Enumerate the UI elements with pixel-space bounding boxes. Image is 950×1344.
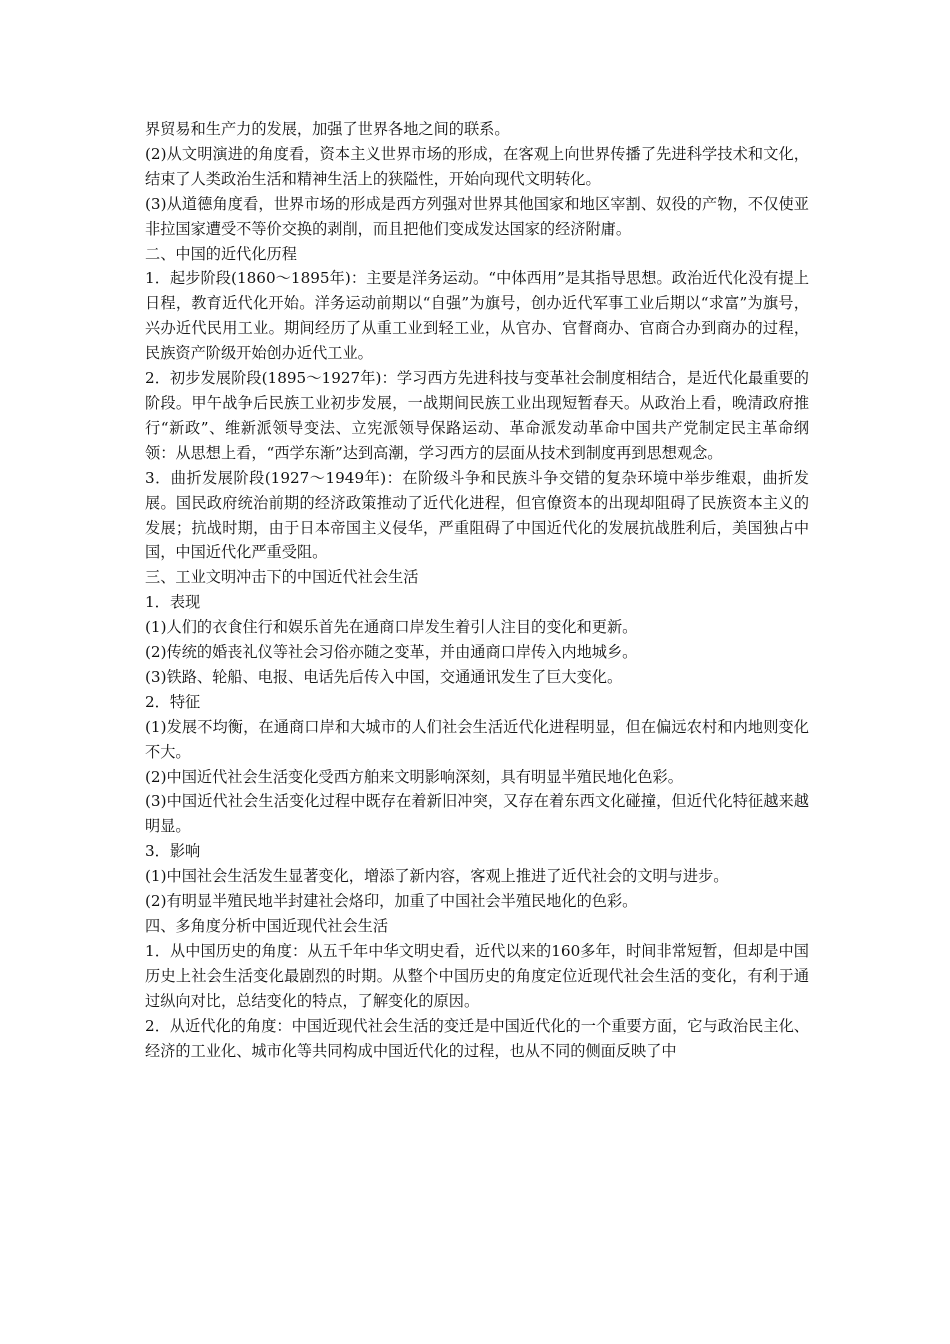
angle-1-paragraph: 1．从中国历史的角度：从五千年中华文明史看，近代以来的160多年，时间非常短暂，但却是中国历史上社会生活变化最剧烈的时期。从整个中国历史的角度定位近现代社会生活的变化，有利于通过纵向对比，总结变化的特点，了解变化的原因。 bbox=[145, 941, 809, 1010]
angle-2-paragraph: 2．从近代化的角度：中国近现代社会生活的变迁是中国近代化的一个重要方面，它与政治民主化、经济的工业化、城市化等共同构成中国近代化的过程，也从不同的侧面反映了中 bbox=[145, 1016, 809, 1060]
paragraph-continuation: 界贸易和生产力的发展，加强了世界各地之间的联系。 bbox=[145, 120, 510, 138]
section-heading-2: 二、中国的近代化历程 bbox=[145, 244, 297, 263]
stage-1-paragraph: 1．起步阶段(1860～1895年)：主要是洋务运动。“中体西用”是其指导思想。政治近代化没有提上日程，教育近代化开始。洋务运动前期以“自强”为旗号，创办近代军事工业后期以“求富”为旗号，兴办近代民用工业。期间经历了从重工业到轻工业，从官办、官督商办、官商合办到商办的过程，民族资产阶级开始创办近代工业。 bbox=[145, 269, 809, 363]
manifestation-item-2: (2)传统的婚丧礼仪等社会习俗亦随之变革，并由通商口岸传入内地城乡。 bbox=[145, 643, 638, 662]
stage-3-paragraph: 3．曲折发展阶段(1927～1949年)：在阶级斗争和民族斗争交错的复杂环境中举步维艰，曲折发展。国民政府统治前期的经济政策推动了近代化进程，但官僚资本的出现却阻碍了民族资本主义的发展；抗战时期，由于日本帝国主义侵华，严重阻碍了中国近代化的发展抗战胜利后，美国独占中国，中国近代化严重受阻。 bbox=[145, 468, 809, 562]
document-page bbox=[145, 117, 809, 1063]
feature-item-2: (2)中国近代社会生活变化受西方舶来文明影响深刻，具有明显半殖民地化色彩。 bbox=[145, 767, 683, 786]
stage-2-paragraph: 2．初步发展阶段(1895～1927年)：学习西方先进科技与变革社会制度相结合，是近代化最重要的阶段。甲午战争后民族工业初步发展，一战期间民族工业出现短暂春天。从政治上看，晚清政府推行“新政”、维新派领导变法、立宪派领导保路运动、革命派发动革命中国共产党制定民主革命纲领：从思想上看，“西学东渐”达到高潮，学习西方的层面从技术到制度再到思想观念。 bbox=[145, 369, 809, 462]
subheading-impact: 3．影响 bbox=[145, 842, 201, 861]
manifestation-item-3: (3)铁路、轮船、电报、电话先后传入中国，交通通讯发生了巨大变化。 bbox=[145, 667, 623, 686]
subheading-manifestation: 1．表现 bbox=[145, 593, 201, 612]
impact-item-1: (1)中国社会生活发生显著变化，增添了新内容，客观上推进了近代社会的文明与进步。 bbox=[145, 867, 729, 886]
paragraph-point-2: (2)从文明演进的角度看，资本主义世界市场的形成，在客观上向世界传播了先进科学技术和文化，结束了人类政治生活和精神生活上的狭隘性，开始向现代文明转化。 bbox=[145, 144, 809, 188]
feature-item-3: (3)中国近代社会生活变化过程中既存在着新旧冲突，又存在着东西文化碰撞，但近代化特征越来越明显。 bbox=[145, 792, 809, 836]
feature-item-1: (1)发展不均衡，在通商口岸和大城市的人们社会生活近代化进程明显，但在偏远农村和内地则变化不大。 bbox=[145, 717, 809, 761]
paragraph-point-3: (3)从道德角度看，世界市场的形成是西方列强对世界其他国家和地区宰割、奴役的产物，不仅使亚非拉国家遭受不等价交换的剥削，而且把他们变成发达国家的经济附庸。 bbox=[145, 194, 809, 238]
section-heading-3: 三、工业文明冲击下的中国近代社会生活 bbox=[145, 568, 419, 587]
section-heading-4: 四、多角度分析中国近现代社会生活 bbox=[145, 917, 388, 935]
impact-item-2: (2)有明显半殖民地半封建社会烙印，加重了中国社会半殖民地化的色彩。 bbox=[145, 892, 638, 911]
manifestation-item-1: (1)人们的衣食住行和娱乐首先在通商口岸发生着引人注目的变化和更新。 bbox=[145, 618, 638, 637]
subheading-features: 2．特征 bbox=[145, 692, 201, 711]
